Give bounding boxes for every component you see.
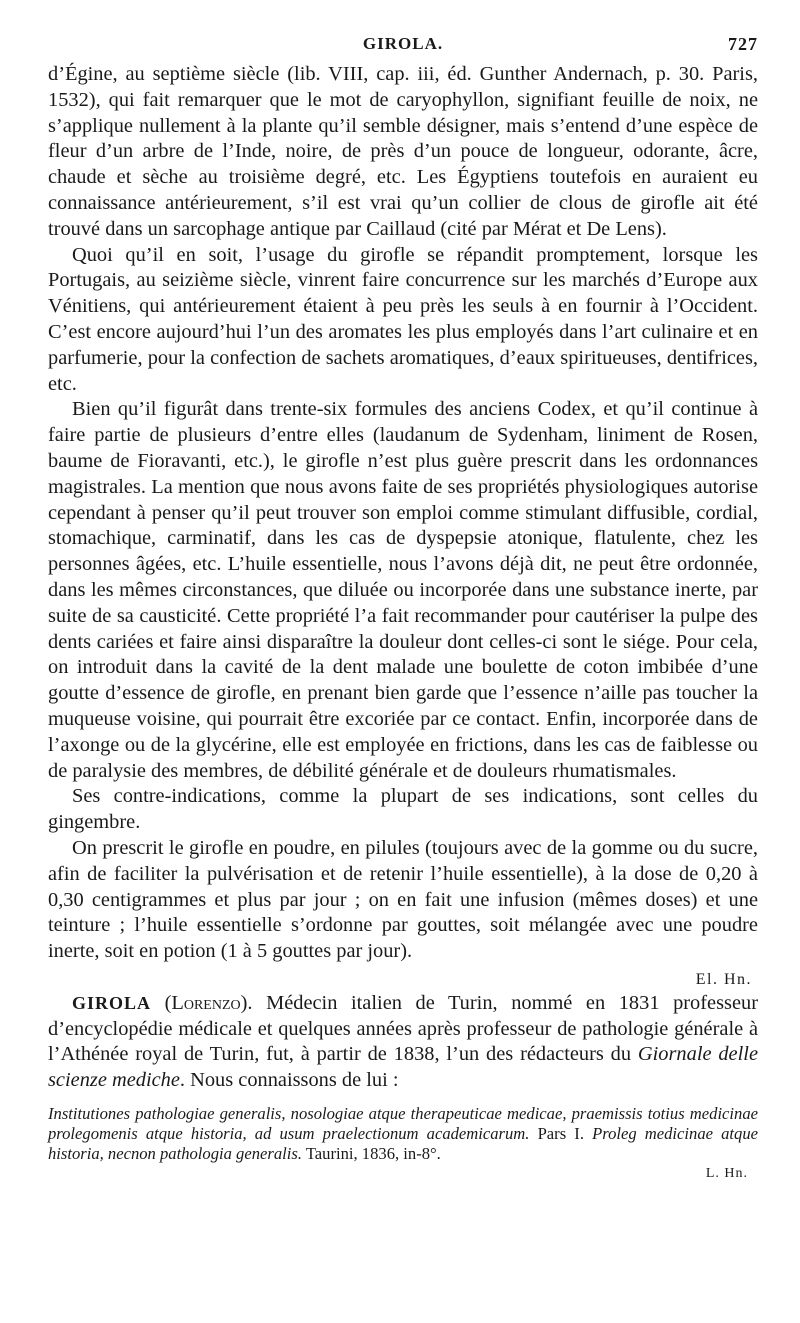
paragraph-1: d’Égine, au septième siècle (lib. VIII, cap. iii, éd. Gunther Andernach, p. 30. Paris, 1532), qui fait remarquer que le mot de caryophyllon, signifiant feuille de noix, ne s’applique nullement à la plante qu’il semble désigner, mais s’entend d’une espèce de fleur d’un arbre de l’Inde, noire, de près d’un pouce de longueur, odorante, âcre, chaude et sèche au troisième degré, etc. Les Égyptiens toutefois en auraient eu connaissance antérieurement, s’il est vrai qu’un collier de clous de girofle ait été trouvé dans un sarcophage antique par Caillaud (cité par Mérat et De Lens). — [48, 63, 758, 240]
entry-girola — [48, 991, 758, 1094]
paragraph-5: On prescrit le girofle en poudre, en pilules (toujours avec de la gomme ou du sucre, afin de faciliter la pulvérisation et de retenir l’huile essentielle), à la dose de 0,20 à 0,30 centigrammes et plus par jour ; on en fait une infusion (mêmes doses) et une teinture ; l’huile essentielle s’ordonne par gouttes, soit mélangée avec une poudre inerte, soit en potion (1 à 5 gouttes par jour). — [48, 836, 758, 963]
entry-forename: (Lorenzo). — [164, 991, 253, 1014]
running-title: GIROLA. — [362, 34, 444, 53]
bib-part-title: Proleg medicinae atque historia, necnon pathologia generalis. — [48, 1124, 758, 1164]
bib-part: Pars I. — [537, 1124, 584, 1144]
bib-imprint: Taurini, 1836, in-8°. — [305, 1144, 441, 1164]
page-number: 727 — [728, 34, 758, 54]
bib-title: Institutiones pathologiae generalis, nosologiae atque therapeuticae medicae, praemissis totius medicinae prolegomenis atque historia, ad usum praelectionum academicarum. — [48, 1104, 758, 1144]
author-signature: El. Hn. — [695, 970, 752, 988]
bibliography-item — [48, 1104, 758, 1164]
article-body — [48, 62, 758, 1094]
running-head — [48, 34, 758, 56]
paragraph-2: Quoi qu’il en soit, l’usage du girofle se répandit promptement, lorsque les Portugais, au seizième siècle, vinrent faire concurrence sur les marchés d’Europe aux Vénitiens, qui antérieurement étaient à peu près les seuls à en fournir à l’Occident. C’est encore aujourd’hui l’un des aromates les plus employés dans l’art culinaire et en parfumerie, pour la confection de sachets aromatiques, d’eaux spiritueuses, dentifrices, etc. — [48, 243, 758, 395]
entry-journal: Giornale delle scienze mediche — [48, 1043, 758, 1092]
paragraph-4: Ses contre-indications, comme la plupart de ses indications, sont celles du gingembre. — [48, 785, 758, 834]
entry-headword: GIROLA — [72, 992, 152, 1013]
entry-text-end: . Nous connaissons de lui : — [179, 1069, 399, 1092]
bib-signature: L. Hn. — [705, 1166, 748, 1182]
entry-text: Médecin italien de Turin, nommé en 1831 professeur d’encyclopédie médicale et quelques années après professeur de pathologie générale à l’Athénée royal de Turin, fut, à partir de 1838, l’un des rédacteurs du — [48, 991, 759, 1066]
paragraph-3: Bien qu’il figurât dans trente-six formules des anciens Codex, et qu’il continue à faire partie de plusieurs d’entre elles (laudanum de Sydenham, liniment de Rosen, baume de Fioravanti, etc.), le girofle n’est plus guère prescrit dans les ordonnances magistrales. La mention que nous avons faite de ses propriétés physiologiques autorise cependant à penser qu’il peut trouver son emploi comme stimulant diffusible, cordial, stomachique, carminatif, dans les cas de dyspepsie atonique, flatulente, chez les personnes âgées, etc. L’huile essentielle, nous l’avons déjà dit, ne peut être ordonnée, dans les mêmes circonstances, que diluée ou incorporée dans une substance inerte, par suite de sa causticité. Cette propriété l’a fait recommander pour cautériser la pulpe des dents cariées et faire ainsi disparaître la douleur dont celles-ci sont le siége. Pour cela, on introduit dans la cavité de la dent malade une boulette de coton imbibée d’une goutte d’essence de girofle, en prenant bien garde que l’essence n’aille pas toucher la muqueuse voisine, qui pourrait être excoriée par ce contact. Enfin, incorporée dans de l’axonge ou de la glycérine, elle est employée en frictions, dans les cas de faiblesse ou de paralysie des membres, de débilité générale et de douleurs rhumatismales. — [48, 398, 758, 782]
bibliography — [48, 1104, 758, 1184]
